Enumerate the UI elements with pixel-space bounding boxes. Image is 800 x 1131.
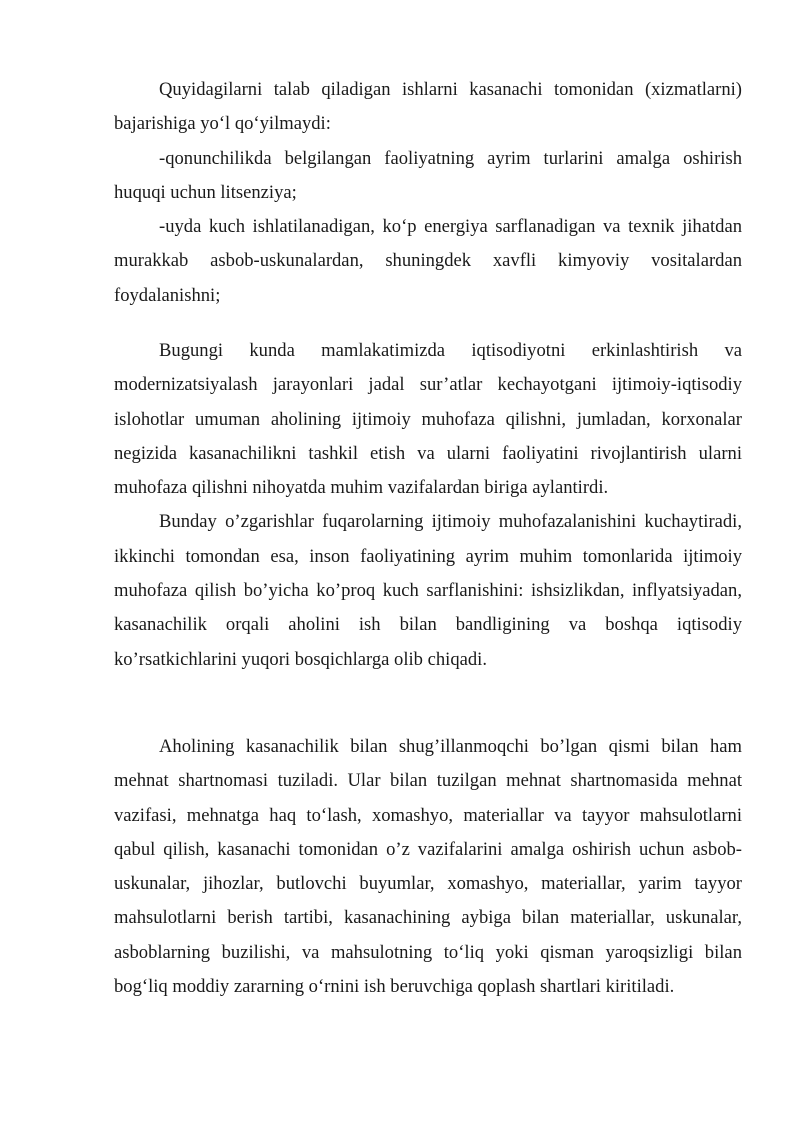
contract-section [114, 730, 742, 1004]
reforms-section [114, 334, 742, 677]
paragraph-license-item: -qonunchilikda belgilangan faoliyatning ayrim turlarini amalga oshirish huquqi uchun litsenziya; [114, 147, 742, 203]
paragraph-contract: Aholining kasanachilik bilan shug’illanmoqchi bo’lgan qismi bilan ham mehnat shartnomasi tuziladi. Ular bilan tuzilgan mehnat shartnomasida mehnat vazifasi, mehnatga haq to‘lash, xomashyo, materiallar va tayyor mahsulotlarni qabul qilish, kasanachi tomonidan o’z vazifalarini amalga oshirish uchun asbob-uskunalar, jihozlar, butlovchi buyumlar, xomashyo, materiallar, yarim tayyor mahsulotlarni berish tartibi, kasanachining aybiga bilan materiallar, uskunalar, asboblarning buzilishi, va mahsulotning to‘liq yoki qisman yaroqsizligi bilan bog‘liq moddiy zararning o‘rnini ish beruvchiga qoplash shartlari kiritiladi. [114, 736, 742, 998]
paragraph-equipment-item: -uyda kuch ishlatilanadigan, ko‘p energiya sarflanadigan va texnik jihatdan murakkab asbob-uskunalardan, shuningdek xavfli kimyoviy vositalardan foydalanishni; [114, 216, 742, 306]
restrictions-section [114, 73, 742, 313]
paragraph-reforms: Bugungi kunda mamlakatimizda iqtisodiyotni erkinlashtirish va modernizatsiyalash jarayonlari jadal sur’atlar kechayotgani ijtimoiy-iqtisodiy islohotlar umuman aholining ijtimoiy muhofaza qilishni, jumladan, korxonalar negizida kasanachilikni tashkil etish va ularni faoliyatini rivojlantirish ularni muhofaza qilishni nihoyatda muhim vazifalardan biriga aylantirdi. [114, 340, 742, 499]
paragraph-intro: Quyidagilarni talab qiladigan ishlarni kasanachi tomonidan (xizmatlarni) bajarishiga yo‘l qo‘yilmaydi: [114, 79, 742, 135]
paragraph-changes: Bunday o’zgarishlar fuqarolarning ijtimoiy muhofazalanishini kuchaytiradi, ikkinchi tomondan esa, inson faoliyatining ayrim muhim tomonlarida ijtimoiy muhofaza qilish bo’yicha ko’proq kuch sarflanishini: ishsizlikdan, inflyatsiyadan, kasanachilik orqali aholini ish bilan bandligining va boshqa iqtisodiy ko’rsatkichlarini yuqori bosqichlarga olib chiqadi. [114, 511, 742, 670]
